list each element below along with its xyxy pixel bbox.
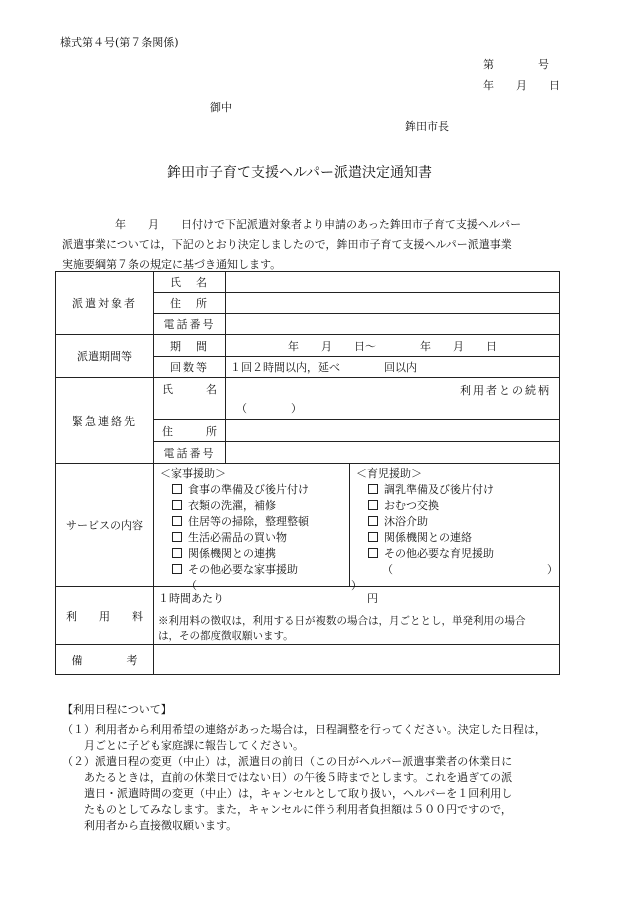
child-item[interactable]: 関係機関との連絡 <box>356 530 559 546</box>
checkbox-icon[interactable] <box>172 500 182 510</box>
period-value: 年 月 日～ 年 月 日 <box>226 335 560 357</box>
name-label: 氏 名 <box>154 272 226 293</box>
checkbox-icon[interactable] <box>172 532 182 542</box>
checkbox-icon[interactable] <box>172 516 182 526</box>
note-line: 遣日・派遣時間の変更（中止）は，キャンセルとして取り扱い，ヘルパーを１回利用し <box>62 787 513 800</box>
service-cell <box>154 464 560 592</box>
child-other-paren: （ ） <box>382 563 558 576</box>
note-line: （２）派遣日程の変更（中止）は，派遣日の前日（この日がヘルパー派遣事業者の休業日に <box>62 755 513 768</box>
child-support <box>350 464 559 586</box>
intro-line-1: 年 月 日付けで下記派遣対象者より申請のあった鉾田市子育て支援ヘルパー <box>115 218 522 231</box>
issuer: 鉾田市長 <box>405 120 449 133</box>
checkbox-icon[interactable] <box>368 500 378 510</box>
intro-line-2: 派遣事業については，下記のとおり決定しましたので，鉾田市子育て支援ヘルパー派遣事業 <box>62 238 512 251</box>
intro-line-3: 実施要綱第７条の規定に基づき通知します。 <box>62 258 282 271</box>
note-line: 利用者から直接徴収願います。 <box>62 819 238 832</box>
schedule-notes <box>62 702 546 834</box>
page-title: 鉾田市子育て支援ヘルパー派遣決定通知書 <box>167 165 433 181</box>
service-label: サービスの内容 <box>56 464 154 587</box>
remarks-value[interactable] <box>154 645 560 675</box>
form-number: 様式第４号(第７条関係) <box>60 36 179 49</box>
note-line: たものとしてみなします。また，キャンセルに伴う利用者負担額は５００円ですので， <box>62 803 512 816</box>
emergency-address-value[interactable] <box>226 420 560 442</box>
child-item[interactable]: その他必要な育児援助 <box>356 546 559 562</box>
decision-table <box>55 271 560 675</box>
child-item[interactable]: 調乳準備及び後片付け <box>356 482 559 498</box>
child-item[interactable]: おむつ交換 <box>356 498 559 514</box>
checkbox-icon[interactable] <box>172 484 182 494</box>
issue-date: 年 月 日 <box>483 79 560 92</box>
emergency-name-label: 氏 名 <box>154 378 226 420</box>
fee-label: 利 用 料 <box>56 587 154 645</box>
checkbox-icon[interactable] <box>368 484 378 494</box>
emergency-name-value[interactable] <box>226 378 560 420</box>
phone-label: 電話番号 <box>154 314 226 335</box>
emergency-phone-value[interactable] <box>226 442 560 464</box>
period-group-label: 派遣期間等 <box>56 335 154 378</box>
house-support <box>154 464 362 592</box>
checkbox-icon[interactable] <box>368 548 378 558</box>
house-support-title: ＜家事援助＞ <box>160 467 226 480</box>
period-label: 期 間 <box>154 335 226 357</box>
addressee-suffix: 御中 <box>210 101 232 114</box>
address-value[interactable] <box>226 293 560 314</box>
house-item[interactable]: 生活必需品の買い物 <box>160 530 349 546</box>
fee-line: １時間あたり 円 <box>158 592 378 605</box>
phone-value[interactable] <box>226 314 560 335</box>
house-item[interactable]: その他必要な家事援助 <box>160 562 349 578</box>
checkbox-icon[interactable] <box>172 548 182 558</box>
document-number: 第 号 <box>483 58 549 71</box>
house-item[interactable]: 関係機関との連携 <box>160 546 349 562</box>
notes-heading: 【利用日程について】 <box>62 703 172 716</box>
target-label: 派遣対象者 <box>56 272 154 335</box>
note-line: 月ごとに子ども家庭課に報告してください。 <box>62 739 304 752</box>
house-item[interactable]: 食事の準備及び後片付け <box>160 482 349 498</box>
relation-paren: （ ） <box>236 402 302 415</box>
emergency-address-label: 住 所 <box>154 420 226 442</box>
checkbox-icon[interactable] <box>172 564 182 574</box>
fee-cell <box>154 587 560 645</box>
checkbox-icon[interactable] <box>368 516 378 526</box>
house-other-paren: （ ） <box>186 579 362 592</box>
house-item[interactable]: 住居等の掃除，整理整頓 <box>160 514 349 530</box>
count-label: 回数等 <box>154 357 226 378</box>
relation-label: 利用者との続柄 <box>460 384 551 397</box>
count-value: １回２時間以内，延べ 回以内 <box>226 357 560 378</box>
note-line: あたるときは，直前の休業日ではない日）の午後５時までとします。これを過ぎての派 <box>62 771 513 784</box>
house-item[interactable]: 衣類の洗濯，補修 <box>160 498 349 514</box>
checkbox-icon[interactable] <box>368 532 378 542</box>
note-line: （１）利用者から利用希望の連絡があった場合は，日程調整を行ってください。決定した日程は， <box>62 723 546 736</box>
fee-note-2: は，その都度徴収願います。 <box>158 630 294 642</box>
address-label: 住 所 <box>154 293 226 314</box>
emergency-label: 緊急連絡先 <box>56 378 154 464</box>
remarks-label: 備 考 <box>56 645 154 675</box>
child-item[interactable]: 沐浴介助 <box>356 514 559 530</box>
emergency-phone-label: 電話番号 <box>154 442 226 464</box>
fee-note-1: ※利用料の徴収は，利用する日が複数の場合は，月ごととし，単発利用の場合 <box>158 615 526 627</box>
name-value[interactable] <box>226 272 560 293</box>
child-support-title: ＜育児援助＞ <box>356 467 422 480</box>
